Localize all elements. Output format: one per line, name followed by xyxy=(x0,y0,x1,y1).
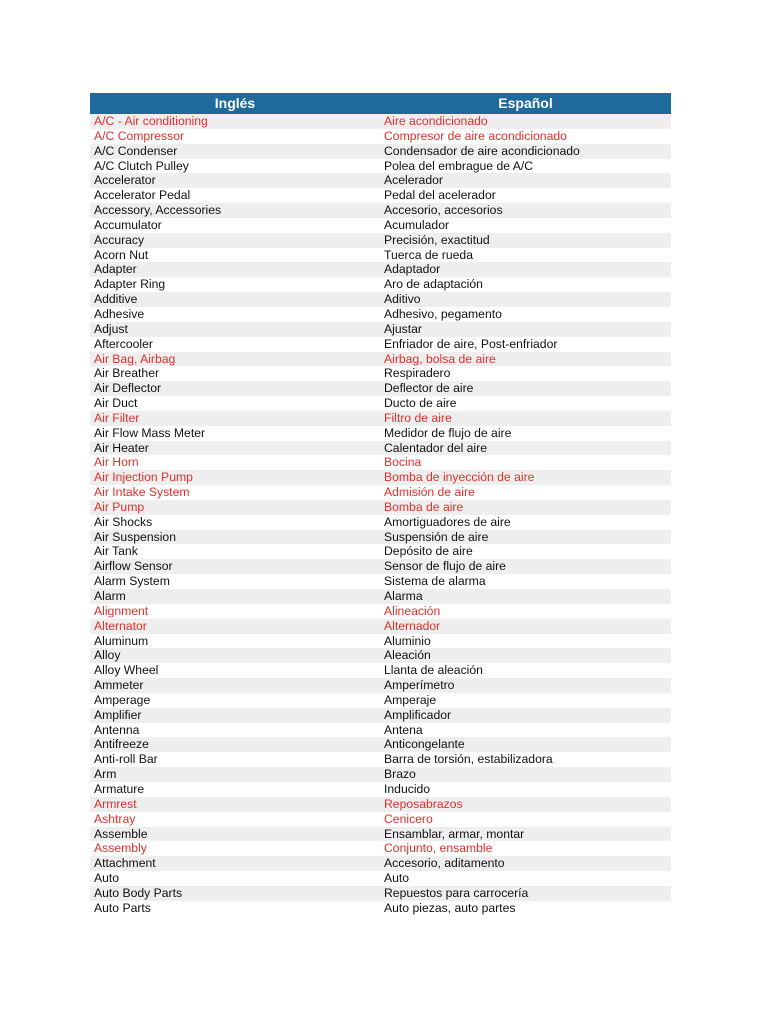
term-english: Air Deflector xyxy=(94,381,162,396)
table-row xyxy=(90,530,671,545)
term-english: Air Duct xyxy=(94,396,138,411)
table-row xyxy=(90,678,671,693)
term-english: Armature xyxy=(94,781,145,796)
glossary-table xyxy=(90,93,671,916)
term-spanish: Anticongelante xyxy=(384,737,465,752)
term-spanish: Alineación xyxy=(384,603,441,618)
table-row xyxy=(90,322,671,337)
term-english: Arm xyxy=(94,767,117,782)
term-english: Anti-roll Bar xyxy=(94,752,158,767)
term-spanish: Depósito de aire xyxy=(384,544,473,559)
term-spanish: Ducto de aire xyxy=(384,396,457,411)
term-english: Air Injection Pump xyxy=(94,470,193,485)
header-english: Inglés xyxy=(214,95,256,111)
term-spanish: Amplificador xyxy=(384,707,452,722)
table-row xyxy=(90,708,671,723)
term-english: Accuracy xyxy=(94,232,145,247)
term-english: Amperage xyxy=(94,692,151,707)
table-row xyxy=(90,470,671,485)
term-english: Alarm xyxy=(94,589,126,603)
header-spanish: Español xyxy=(498,95,553,111)
table-row xyxy=(90,797,671,812)
term-english: Assembly xyxy=(94,841,147,856)
term-spanish: Polea del embrague de A/C xyxy=(384,158,534,173)
table-row xyxy=(90,663,671,678)
term-english: Antifreeze xyxy=(94,737,149,752)
term-spanish: Admisión de aire xyxy=(384,485,475,500)
table-row xyxy=(90,262,671,277)
table-row xyxy=(90,886,671,901)
term-english: Air Pump xyxy=(94,499,145,514)
term-spanish: Alternador xyxy=(384,618,441,633)
term-spanish: Amperaje xyxy=(384,692,437,707)
term-english: Air Filter xyxy=(94,410,140,425)
term-english: Accumulator xyxy=(94,217,162,232)
term-english: Alignment xyxy=(94,603,149,618)
term-spanish: Medidor de flujo de aire xyxy=(384,425,512,440)
term-spanish: Sensor de flujo de aire xyxy=(384,559,506,574)
term-english: Accelerator Pedal xyxy=(94,188,191,203)
term-spanish: Aro de adaptación xyxy=(384,277,483,292)
term-spanish: Barra de torsión, estabilizadora xyxy=(384,752,553,767)
table-row xyxy=(90,218,671,233)
term-spanish: Acelerador xyxy=(384,173,443,188)
table-row xyxy=(90,589,671,604)
table-row xyxy=(90,277,671,292)
term-spanish: Aluminio xyxy=(384,633,431,648)
term-spanish: Cenicero xyxy=(384,811,433,826)
table-row xyxy=(90,396,671,411)
term-spanish: Compresor de aire acondicionado xyxy=(384,128,567,143)
table-row xyxy=(90,752,671,767)
term-spanish: Amperímetro xyxy=(384,678,455,693)
term-english: Amplifier xyxy=(94,707,142,722)
term-english: Air Flow Mass Meter xyxy=(94,425,206,440)
table-row xyxy=(90,485,671,500)
table-row xyxy=(90,366,671,381)
term-spanish: Aditivo xyxy=(384,292,421,307)
term-english: Air Intake System xyxy=(94,485,190,500)
table-row xyxy=(90,648,671,663)
term-spanish: Aleación xyxy=(384,648,431,663)
term-spanish: Suspensión de aire xyxy=(384,529,489,544)
term-english: Airflow Sensor xyxy=(94,559,173,574)
term-spanish: Pedal del acelerador xyxy=(384,188,496,203)
term-spanish: Deflector de aire xyxy=(384,381,474,396)
term-spanish: Accesorio, accesorios xyxy=(384,203,503,218)
term-english: Aftercooler xyxy=(94,336,153,351)
term-spanish: Accesorio, aditamento xyxy=(384,856,505,871)
term-spanish: Respiradero xyxy=(384,366,451,381)
term-english: Additive xyxy=(94,292,138,307)
table-row xyxy=(90,441,671,456)
term-spanish: Brazo xyxy=(384,767,416,782)
table-row xyxy=(90,381,671,396)
table-row xyxy=(90,559,671,574)
term-spanish: Inducido xyxy=(384,781,431,796)
term-spanish: Aire acondicionado xyxy=(384,114,488,128)
term-english: Auto Parts xyxy=(94,900,151,915)
table-row xyxy=(90,426,671,441)
table-row xyxy=(90,129,671,144)
table-row xyxy=(90,114,671,129)
term-english: Ashtray xyxy=(94,811,136,826)
term-spanish: Antena xyxy=(384,722,423,737)
table-row xyxy=(90,782,671,797)
term-english: A/C Condenser xyxy=(94,143,178,158)
table-row xyxy=(90,159,671,174)
term-spanish: Bomba de aire xyxy=(384,499,464,514)
term-english: Attachment xyxy=(94,856,156,871)
term-spanish: Enfriador de aire, Post-enfriador xyxy=(384,336,558,351)
term-english: Alarm System xyxy=(94,574,170,589)
term-english: A/C Clutch Pulley xyxy=(94,158,189,173)
term-english: Alternator xyxy=(94,618,147,633)
term-english: Adjust xyxy=(94,321,128,336)
term-english: Acorn Nut xyxy=(94,247,149,262)
table-row xyxy=(90,574,671,589)
term-english: Air Bag, Airbag xyxy=(94,351,176,366)
term-english: Adapter Ring xyxy=(94,277,166,292)
term-spanish: Ensamblar, armar, montar xyxy=(384,826,525,841)
term-spanish: Airbag, bolsa de aire xyxy=(384,351,496,366)
table-row xyxy=(90,827,671,842)
table-row xyxy=(90,812,671,827)
term-spanish: Repuestos para carrocería xyxy=(384,885,529,900)
table-row xyxy=(90,352,671,367)
term-english: Ammeter xyxy=(94,678,144,693)
table-row xyxy=(90,841,671,856)
term-spanish: Reposabrazos xyxy=(384,796,463,811)
term-english: Air Breather xyxy=(94,366,160,381)
term-english: Armrest xyxy=(94,796,137,811)
table-row xyxy=(90,203,671,218)
term-english: Alloy Wheel xyxy=(94,663,159,678)
term-english: Antenna xyxy=(94,722,140,737)
table-row xyxy=(90,901,671,916)
table-row xyxy=(90,767,671,782)
term-spanish: Ajustar xyxy=(384,321,422,336)
term-spanish: Llanta de aleación xyxy=(384,663,483,678)
table-row xyxy=(90,737,671,752)
term-spanish: Amortiguadores de aire xyxy=(384,514,511,529)
table-row xyxy=(90,248,671,263)
term-english: Auto Body Parts xyxy=(94,885,183,900)
term-english: A/C - Air conditioning xyxy=(94,114,208,128)
table-row xyxy=(90,693,671,708)
table-body xyxy=(90,114,671,916)
table-row xyxy=(90,604,671,619)
term-spanish: Adaptador xyxy=(384,262,441,277)
term-english: Air Tank xyxy=(94,544,138,559)
term-english: Air Shocks xyxy=(94,514,153,529)
table-row xyxy=(90,455,671,470)
table-row xyxy=(90,144,671,159)
table-row xyxy=(90,307,671,322)
table-row xyxy=(90,544,671,559)
term-spanish: Condensador de aire acondicionado xyxy=(384,143,580,158)
term-spanish: Alarma xyxy=(384,589,423,603)
term-spanish: Adhesivo, pegamento xyxy=(384,306,502,321)
term-spanish: Conjunto, ensamble xyxy=(384,841,493,856)
term-english: Assemble xyxy=(94,826,148,841)
term-english: Air Horn xyxy=(94,455,139,470)
term-spanish: Calentador del aire xyxy=(384,440,487,455)
term-english: Adhesive xyxy=(94,306,145,321)
table-row xyxy=(90,515,671,530)
table-header xyxy=(90,93,671,114)
table-row xyxy=(90,173,671,188)
term-spanish: Tuerca de rueda xyxy=(384,247,473,262)
term-english: Auto xyxy=(94,871,120,886)
term-english: Alloy xyxy=(94,648,121,663)
term-english: Accessory, Accessories xyxy=(94,203,222,218)
table-row xyxy=(90,337,671,352)
table-row xyxy=(90,723,671,738)
term-english: Air Suspension xyxy=(94,529,176,544)
table-row xyxy=(90,856,671,871)
term-english: Adapter xyxy=(94,262,137,277)
table-row xyxy=(90,500,671,515)
term-spanish: Sistema de alarma xyxy=(384,574,486,589)
term-english: Air Heater xyxy=(94,440,149,455)
term-english: Aluminum xyxy=(94,633,149,648)
term-spanish: Auto piezas, auto partes xyxy=(384,900,516,915)
table-row xyxy=(90,188,671,203)
table-row xyxy=(90,411,671,426)
table-row xyxy=(90,292,671,307)
term-english: A/C Compressor xyxy=(94,128,185,143)
term-spanish: Bocina xyxy=(384,455,422,470)
term-spanish: Filtro de aire xyxy=(384,410,452,425)
term-spanish: Auto xyxy=(384,871,410,886)
term-spanish: Bomba de inyección de aire xyxy=(384,470,535,485)
table-row xyxy=(90,619,671,634)
term-spanish: Acumulador xyxy=(384,217,450,232)
term-spanish: Precisión, exactitud xyxy=(384,232,490,247)
table-row xyxy=(90,634,671,649)
table-row xyxy=(90,233,671,248)
term-english: Accelerator xyxy=(94,173,156,188)
table-row xyxy=(90,871,671,886)
